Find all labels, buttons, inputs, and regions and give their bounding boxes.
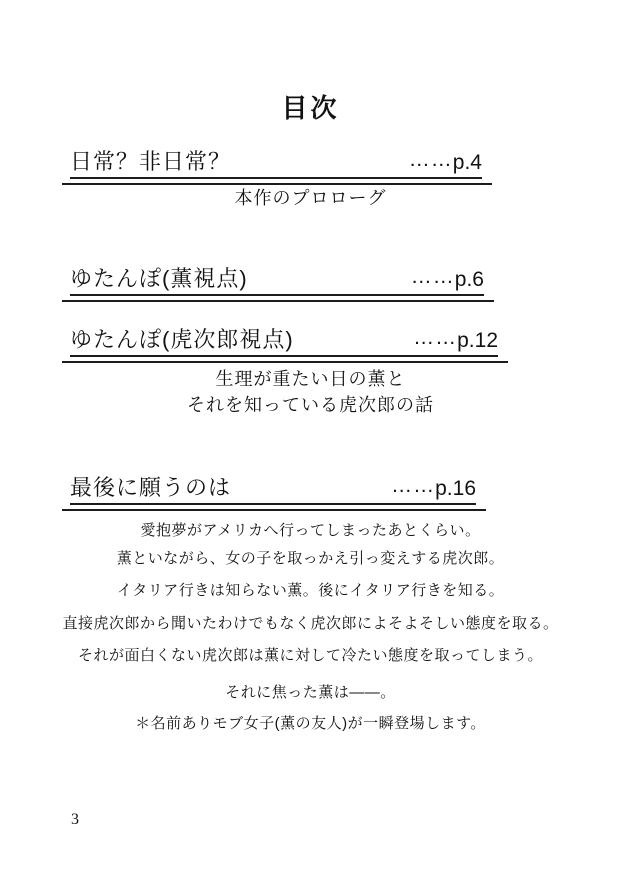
toc-row — [70, 327, 498, 357]
toc-note: イタリア行きは知らない薫。後にイタリア行きを知る。 — [116, 582, 505, 599]
toc-entry-yutanpo-kaoru — [62, 266, 494, 302]
toc-note: それに焦った薫は――。 — [225, 684, 396, 701]
toc-entry-saigo — [62, 475, 486, 511]
toc-entry-nichijou — [62, 149, 492, 185]
toc-note: それが面白くない虎次郎は薫に対して冷たい態度を取ってしまう。 — [77, 647, 543, 664]
toc-row — [70, 475, 476, 505]
toc-note: 本作のプロローグ — [234, 188, 387, 208]
toc-page-ref — [411, 267, 484, 293]
toc-note: 薫といながら、女の子を取っかえ引っ変えする虎次郎。 — [116, 550, 505, 567]
toc-page-ref — [413, 328, 498, 354]
leader-dots: …… — [391, 474, 436, 497]
toc-page-ref — [409, 150, 482, 176]
page-ref-value: p.6 — [454, 268, 484, 291]
leader-dots: …… — [413, 326, 458, 349]
page-number: 3 — [71, 811, 79, 828]
page-ref-value: p.4 — [452, 151, 482, 174]
page-title: 目次 — [281, 93, 340, 123]
leader-dots: …… — [410, 265, 455, 288]
toc-page-ref — [391, 476, 476, 502]
page-ref-value: p.16 — [435, 477, 476, 500]
page-ref-value: p.12 — [457, 329, 498, 352]
leader-dots: …… — [408, 148, 453, 171]
toc-note: それを知っている虎次郎の話 — [187, 395, 434, 415]
toc-note: ＊名前ありモブ女子(薫の友人)が一瞬登場します。 — [135, 715, 486, 732]
toc-row — [70, 149, 482, 179]
toc-entry-title: 最後に願うのは — [70, 475, 232, 500]
toc-entry-yutanpo-kojiro — [62, 327, 508, 363]
toc-entry-title: ゆたんぽ(薫視点) — [70, 266, 248, 291]
toc-entry-title: ゆたんぽ(虎次郎視点) — [70, 327, 294, 352]
toc-note: 直接虎次郎から聞いたわけでもなく虎次郎によそよそしい態度を取る。 — [62, 615, 559, 632]
toc-entry-title: 日常？非日常？ — [70, 149, 232, 174]
toc-note: 愛抱夢がアメリカへ行ってしまったあとくらい。 — [140, 522, 481, 539]
toc-row — [70, 266, 484, 296]
toc-note: 生理が重たい日の薫と — [215, 369, 406, 389]
